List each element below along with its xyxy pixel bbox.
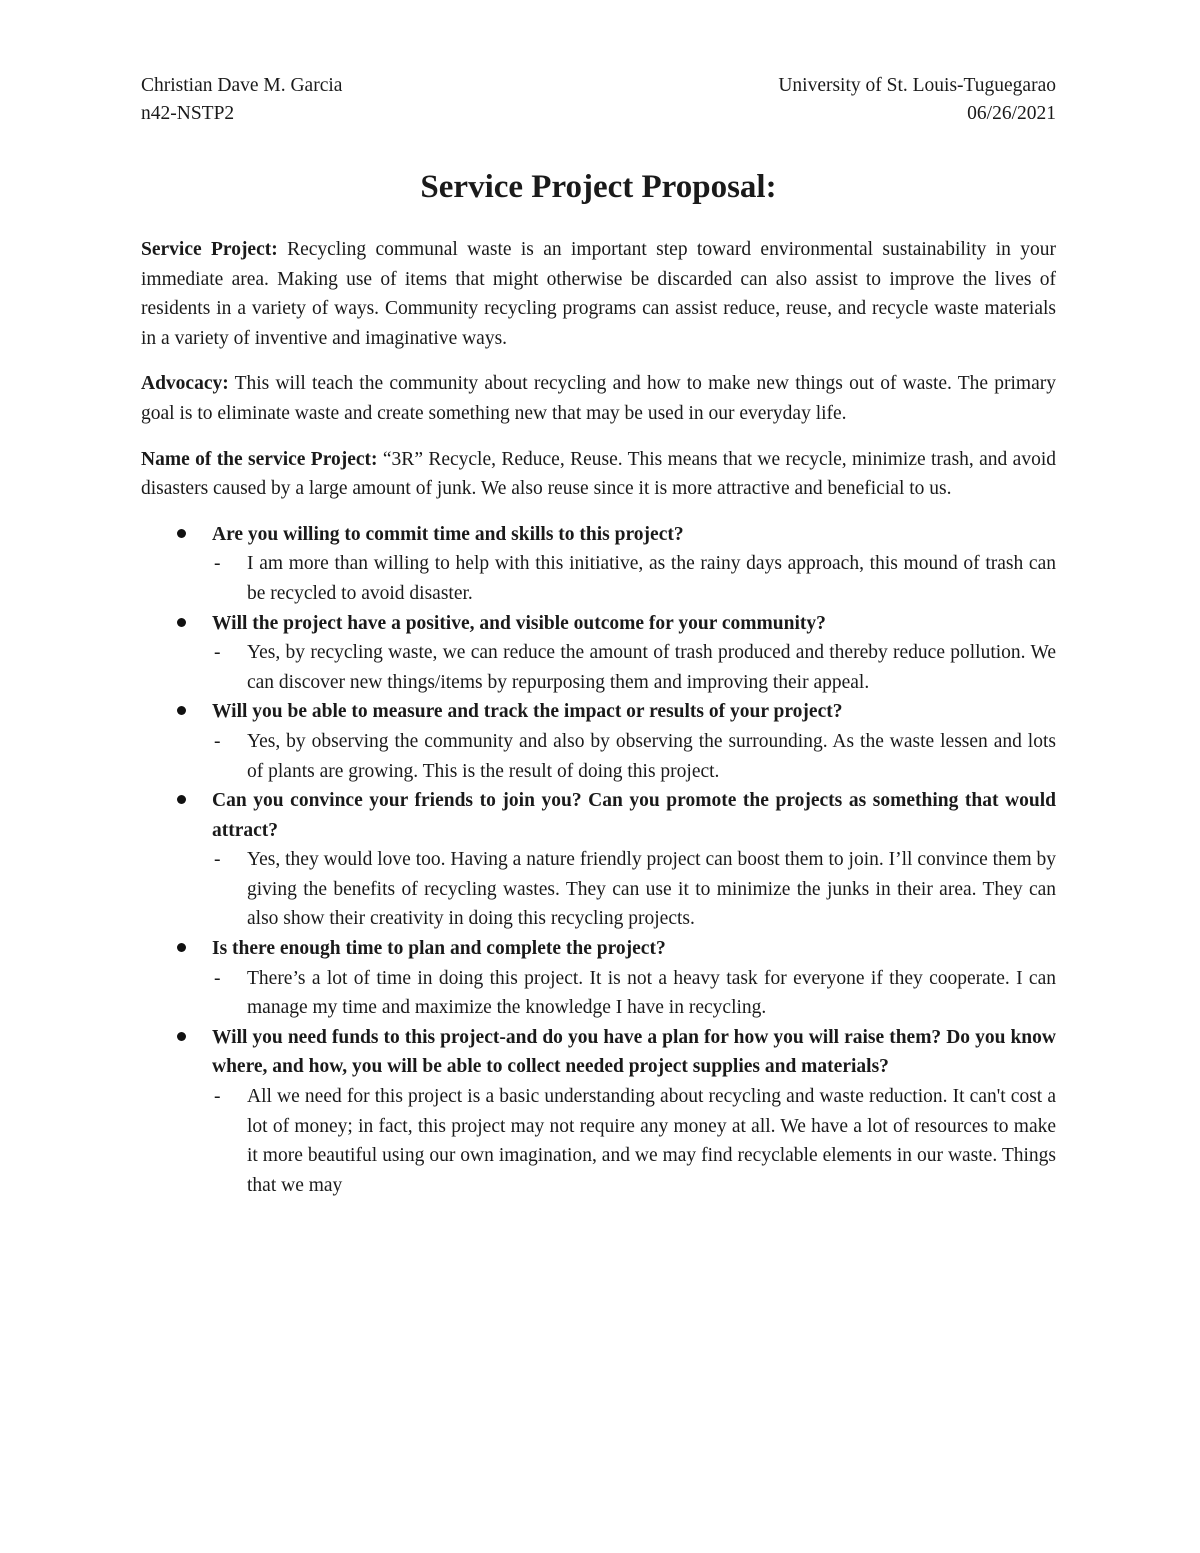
bullet-icon	[177, 706, 186, 715]
answer-text	[212, 845, 1056, 934]
service-project-label: Service Project:	[141, 239, 278, 260]
bullet-icon	[177, 1032, 186, 1041]
bullet-icon	[177, 529, 186, 538]
service-project-paragraph	[141, 235, 1056, 353]
question-item	[141, 934, 1056, 1023]
question-text: Is there enough time to plan and complete the project?	[212, 938, 666, 960]
document-date: 06/26/2021	[967, 103, 1056, 124]
header-row-2	[141, 100, 1056, 128]
question-item	[141, 786, 1056, 934]
page-title: Service Project Proposal:	[420, 169, 777, 205]
answer-content: All we need for this project is a basic understanding about recycling and waste reduction. It can't cost a lot of money; in fact, this project may not require any money at all. We have a lot of resources to make it more beautiful using our own imagination, and we may find recyclable elements in our waste. Things that we may	[247, 1086, 1056, 1196]
question-item	[141, 520, 1056, 609]
project-name-label: Name of the service Project:	[141, 448, 378, 470]
dash-marker: -	[214, 553, 221, 575]
question-item	[141, 1023, 1056, 1201]
question-text: Are you willing to commit time and skills to this project?	[212, 523, 684, 545]
bullet-icon	[177, 618, 186, 627]
answer-content: There’s a lot of time in doing this project. It is not a heavy task for everyone if they cooperate. I can manage my time and maximize the knowledge I have in recycling.	[247, 967, 1056, 1019]
question-list	[141, 520, 1056, 1201]
question-item	[141, 697, 1056, 786]
dash-marker: -	[214, 967, 221, 989]
header-row-1	[141, 72, 1056, 100]
bullet-icon	[177, 795, 186, 804]
question-text: Will the project have a positive, and visible outcome for your community?	[212, 612, 826, 634]
advocacy-paragraph	[141, 369, 1056, 428]
question-text: Can you convince your friends to join you? Can you promote the projects as something that would attract?	[212, 790, 1056, 841]
question-text: Will you need funds to this project-and do you have a plan for how you will raise them? Do you know where, and how, you will be able to collect needed project supplies and materials?	[212, 1026, 1056, 1078]
answer-text	[212, 1082, 1056, 1200]
project-name-text: “3R” Recycle, Reduce, Reuse. This means that we recycle, minimize trash, and avoid disasters caused by a large amount of junk. We also reuse since it is more attractive and beneficial to us.	[141, 448, 1056, 500]
advocacy-text: This will teach the community about recycling and how to make new things out of waste. The primary goal is to eliminate waste and create something new that may be used in our everyday life.	[141, 373, 1056, 424]
bullet-icon	[177, 943, 186, 952]
answer-text	[212, 638, 1056, 697]
project-name-paragraph	[141, 445, 1056, 504]
institution-name: University of St. Louis-Tuguegarao	[778, 75, 1056, 96]
question-text: Will you be able to measure and track the impact or results of your project?	[212, 701, 843, 723]
advocacy-label: Advocacy:	[141, 373, 229, 395]
answer-content: Yes, by observing the community and also by observing the surrounding. As the waste lessen and lots of plants are growing. This is the result of doing this project.	[247, 730, 1056, 782]
answer-text	[212, 964, 1056, 1023]
answer-text	[212, 549, 1056, 608]
answer-text	[212, 727, 1056, 786]
dash-marker: -	[214, 642, 221, 664]
question-item	[141, 609, 1056, 698]
answer-content: Yes, they would love too. Having a nature friendly project can boost them to join. I’ll convince them by giving the benefits of recycling wastes. They can use it to minimize the junks in their area. They can also show their creativity in doing this recycling projects.	[247, 849, 1056, 930]
dash-marker: -	[214, 730, 221, 752]
author-name: Christian Dave M. Garcia	[141, 75, 343, 96]
section-code: n42-NSTP2	[141, 103, 235, 124]
dash-marker: -	[214, 849, 221, 871]
dash-marker: -	[214, 1086, 221, 1108]
answer-content: Yes, by recycling waste, we can reduce the amount of trash produced and thereby reduce pollution. We can discover new things/items by repurposing them and improving their appeal.	[247, 642, 1056, 693]
answer-content: I am more than willing to help with this initiative, as the rainy days approach, this mound of trash can be recycled to avoid disaster.	[247, 553, 1056, 604]
service-project-text: Recycling communal waste is an important step toward environmental sustainability in your immediate area. Making use of items that might otherwise be discarded can also assist to improve the lives of residents in a variety of ways. Community recycling programs can assist reduce, reuse, and recycle waste materials in a variety of inventive and imaginative ways.	[141, 239, 1056, 349]
document-page	[141, 72, 1056, 1200]
